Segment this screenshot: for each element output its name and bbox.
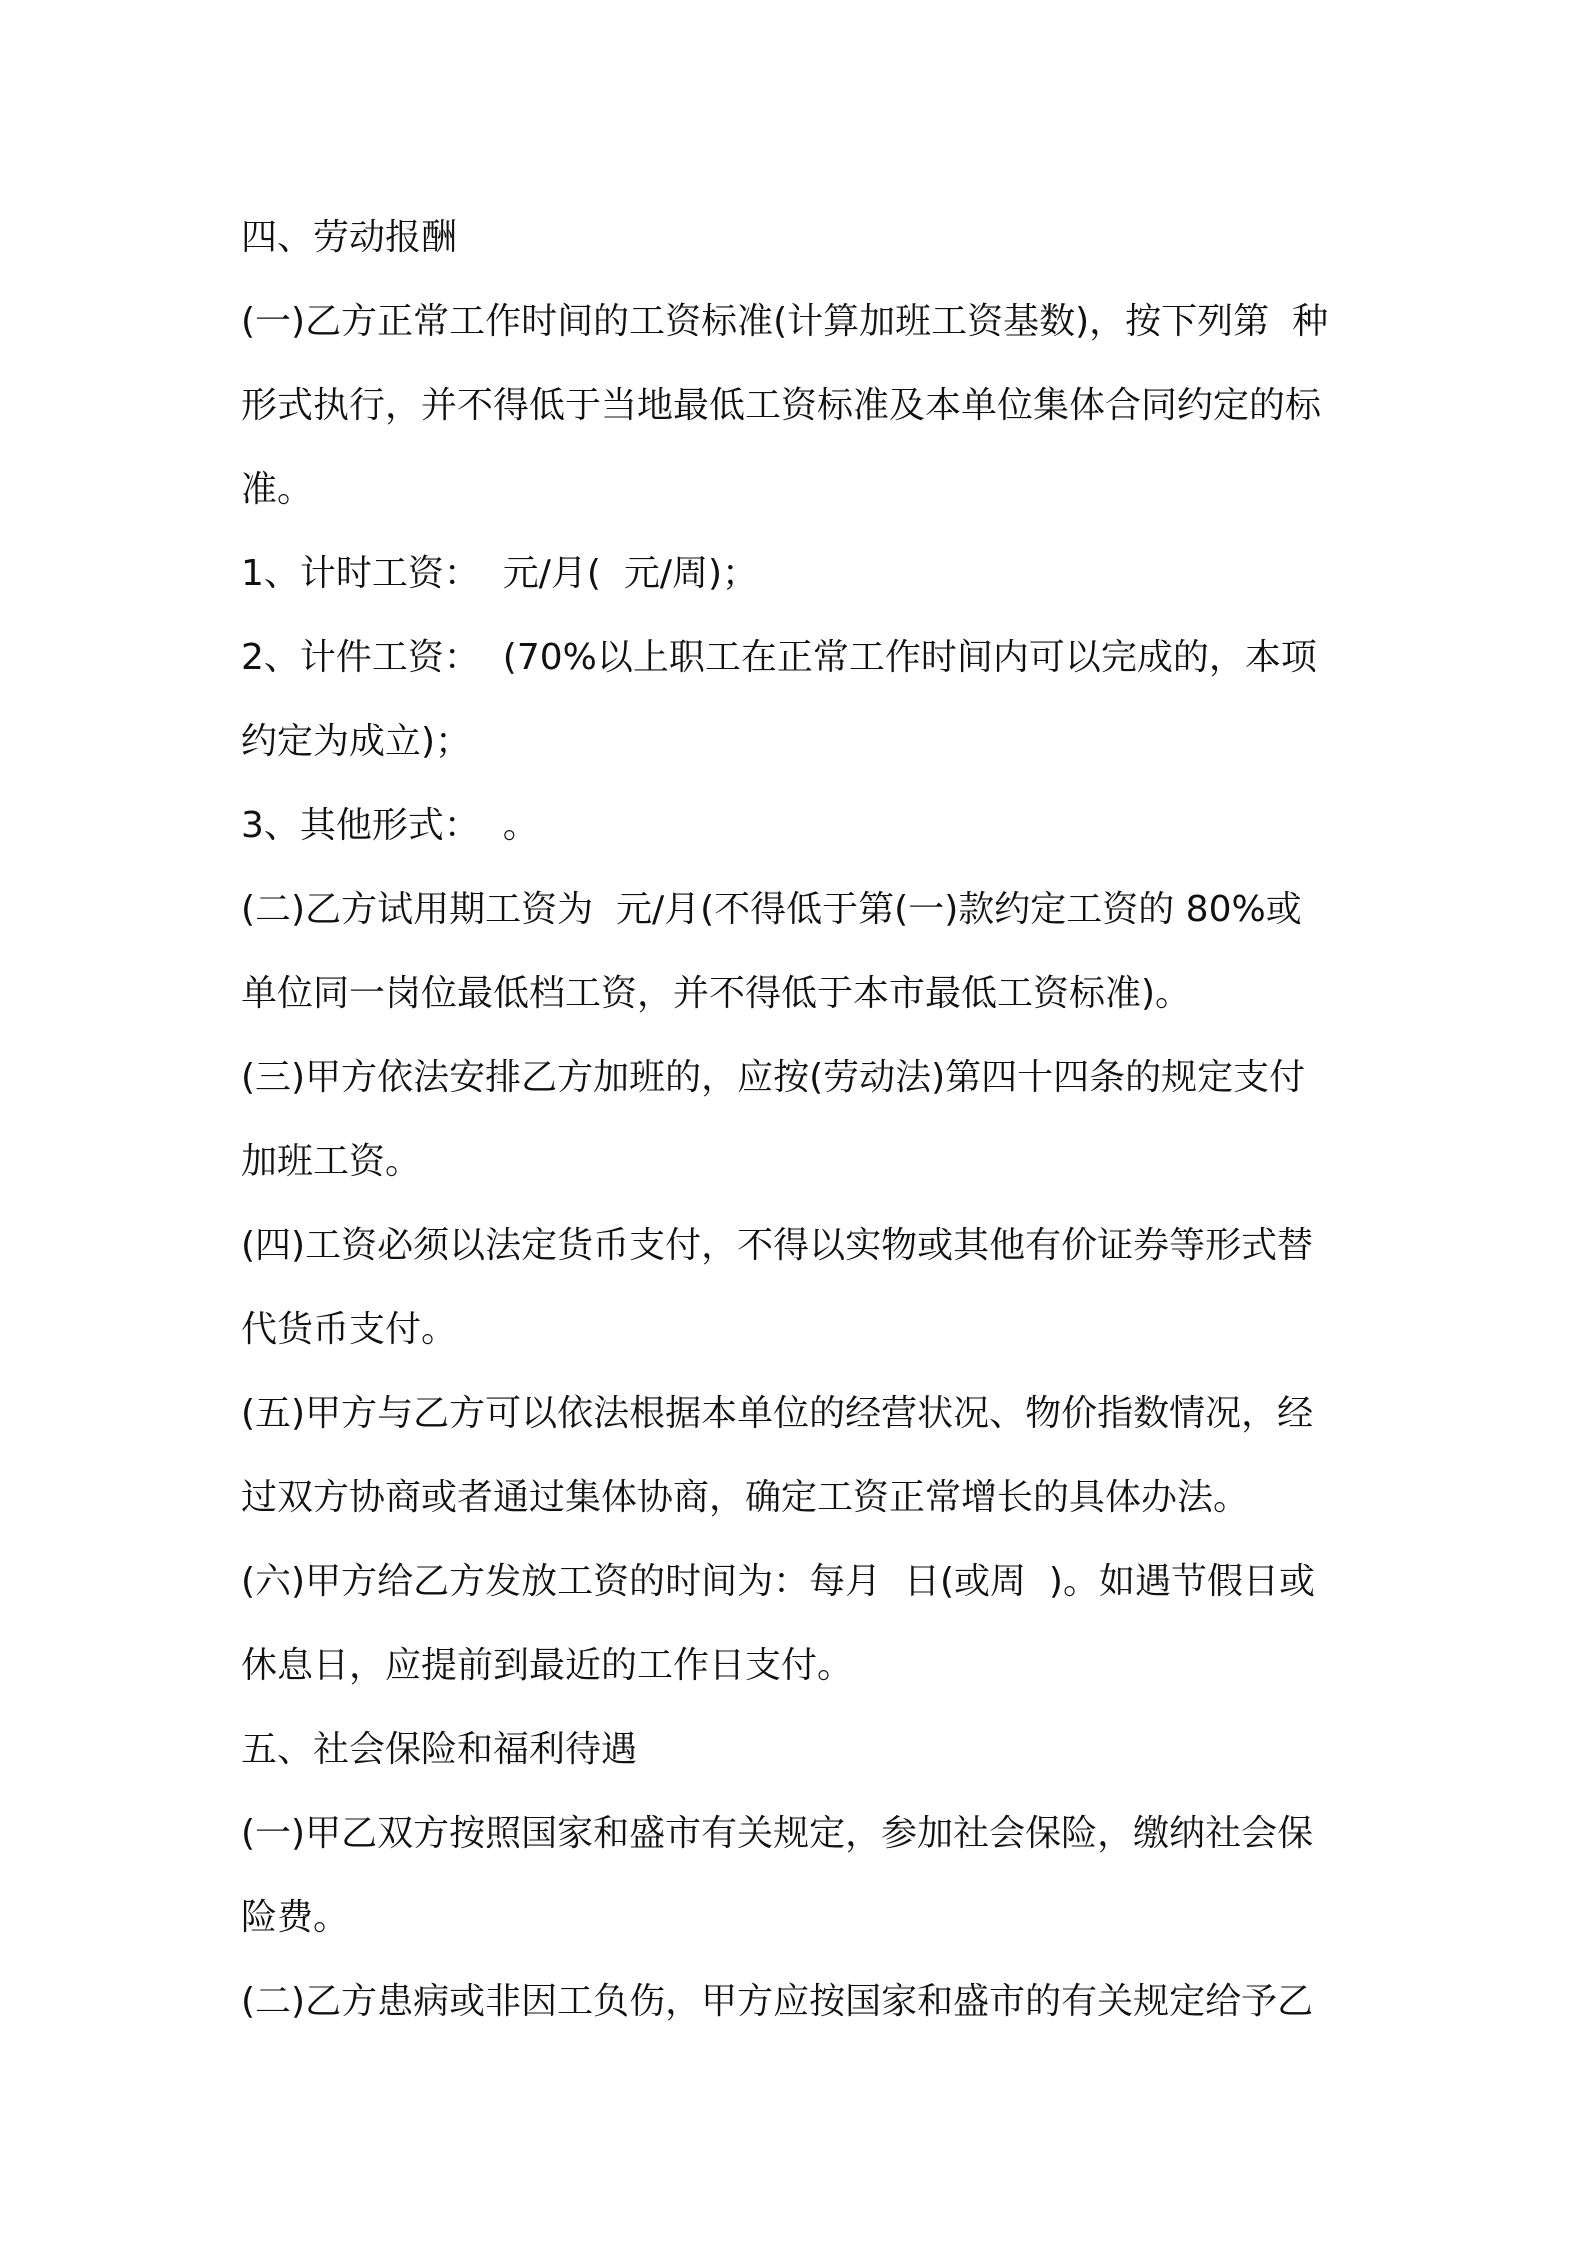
paragraph-line: 形式执行，并不得低于当地最低工资标准及本单位集体合同约定的标 [241,385,1322,426]
paragraph-line: 休息日，应提前到最近的工作日支付。 [241,1645,854,1686]
paragraph-line: 加班工资。 [241,1141,422,1182]
paragraph-line: 过双方协商或者通过集体协商，确定工资正常增长的具体办法。 [241,1477,1250,1518]
paragraph-line: 2、计件工资： (70%以上职工在正常工作时间内可以完成的，本项 [241,637,1317,678]
paragraph-line: (一)乙方正常工作时间的工资标准(计算加班工资基数)，按下列第 种 [241,301,1329,342]
paragraph-line: 1、计时工资： 元/月( 元/周)； [241,553,759,594]
paragraph-line: (四)工资必须以法定货币支付，不得以实物或其他有价证券等形式替 [241,1225,1314,1266]
paragraph-line: 准。 [241,469,314,510]
paragraph-line: 险费。 [241,1897,350,1938]
paragraph-line: (一)甲乙双方按照国家和盛市有关规定，参加社会保险，缴纳社会保 [241,1813,1314,1854]
paragraph-line: 代货币支付。 [241,1309,458,1350]
paragraph-line: (五)甲方与乙方可以依法根据本单位的经营状况、物价指数情况，经 [241,1393,1314,1434]
paragraph-line: 单位同一岗位最低档工资，并不得低于本市最低工资标准)。 [241,973,1192,1014]
paragraph-line: (六)甲方给乙方发放工资的时间为：每月 日(或周 )。如遇节假日或 [241,1561,1315,1602]
paragraph-line: (二)乙方试用期工资为 元/月(不得低于第(一)款约定工资的 80%或 [241,889,1302,930]
paragraph-line: (三)甲方依法安排乙方加班的，应按(劳动法)第四十四条的规定支付 [241,1057,1306,1098]
paragraph-line: 3、其他形式： 。 [241,805,539,846]
section-heading-social-insurance: 五、社会保险和福利待遇 [241,1729,638,1770]
paragraph-line: (二)乙方患病或非因工负伤，甲方应按国家和盛市的有关规定给予乙 [241,1981,1314,2022]
document-body [241,196,1361,2044]
paragraph-line: 约定为成立)； [241,721,472,762]
section-heading-labor-remuneration: 四、劳动报酬 [241,217,458,258]
